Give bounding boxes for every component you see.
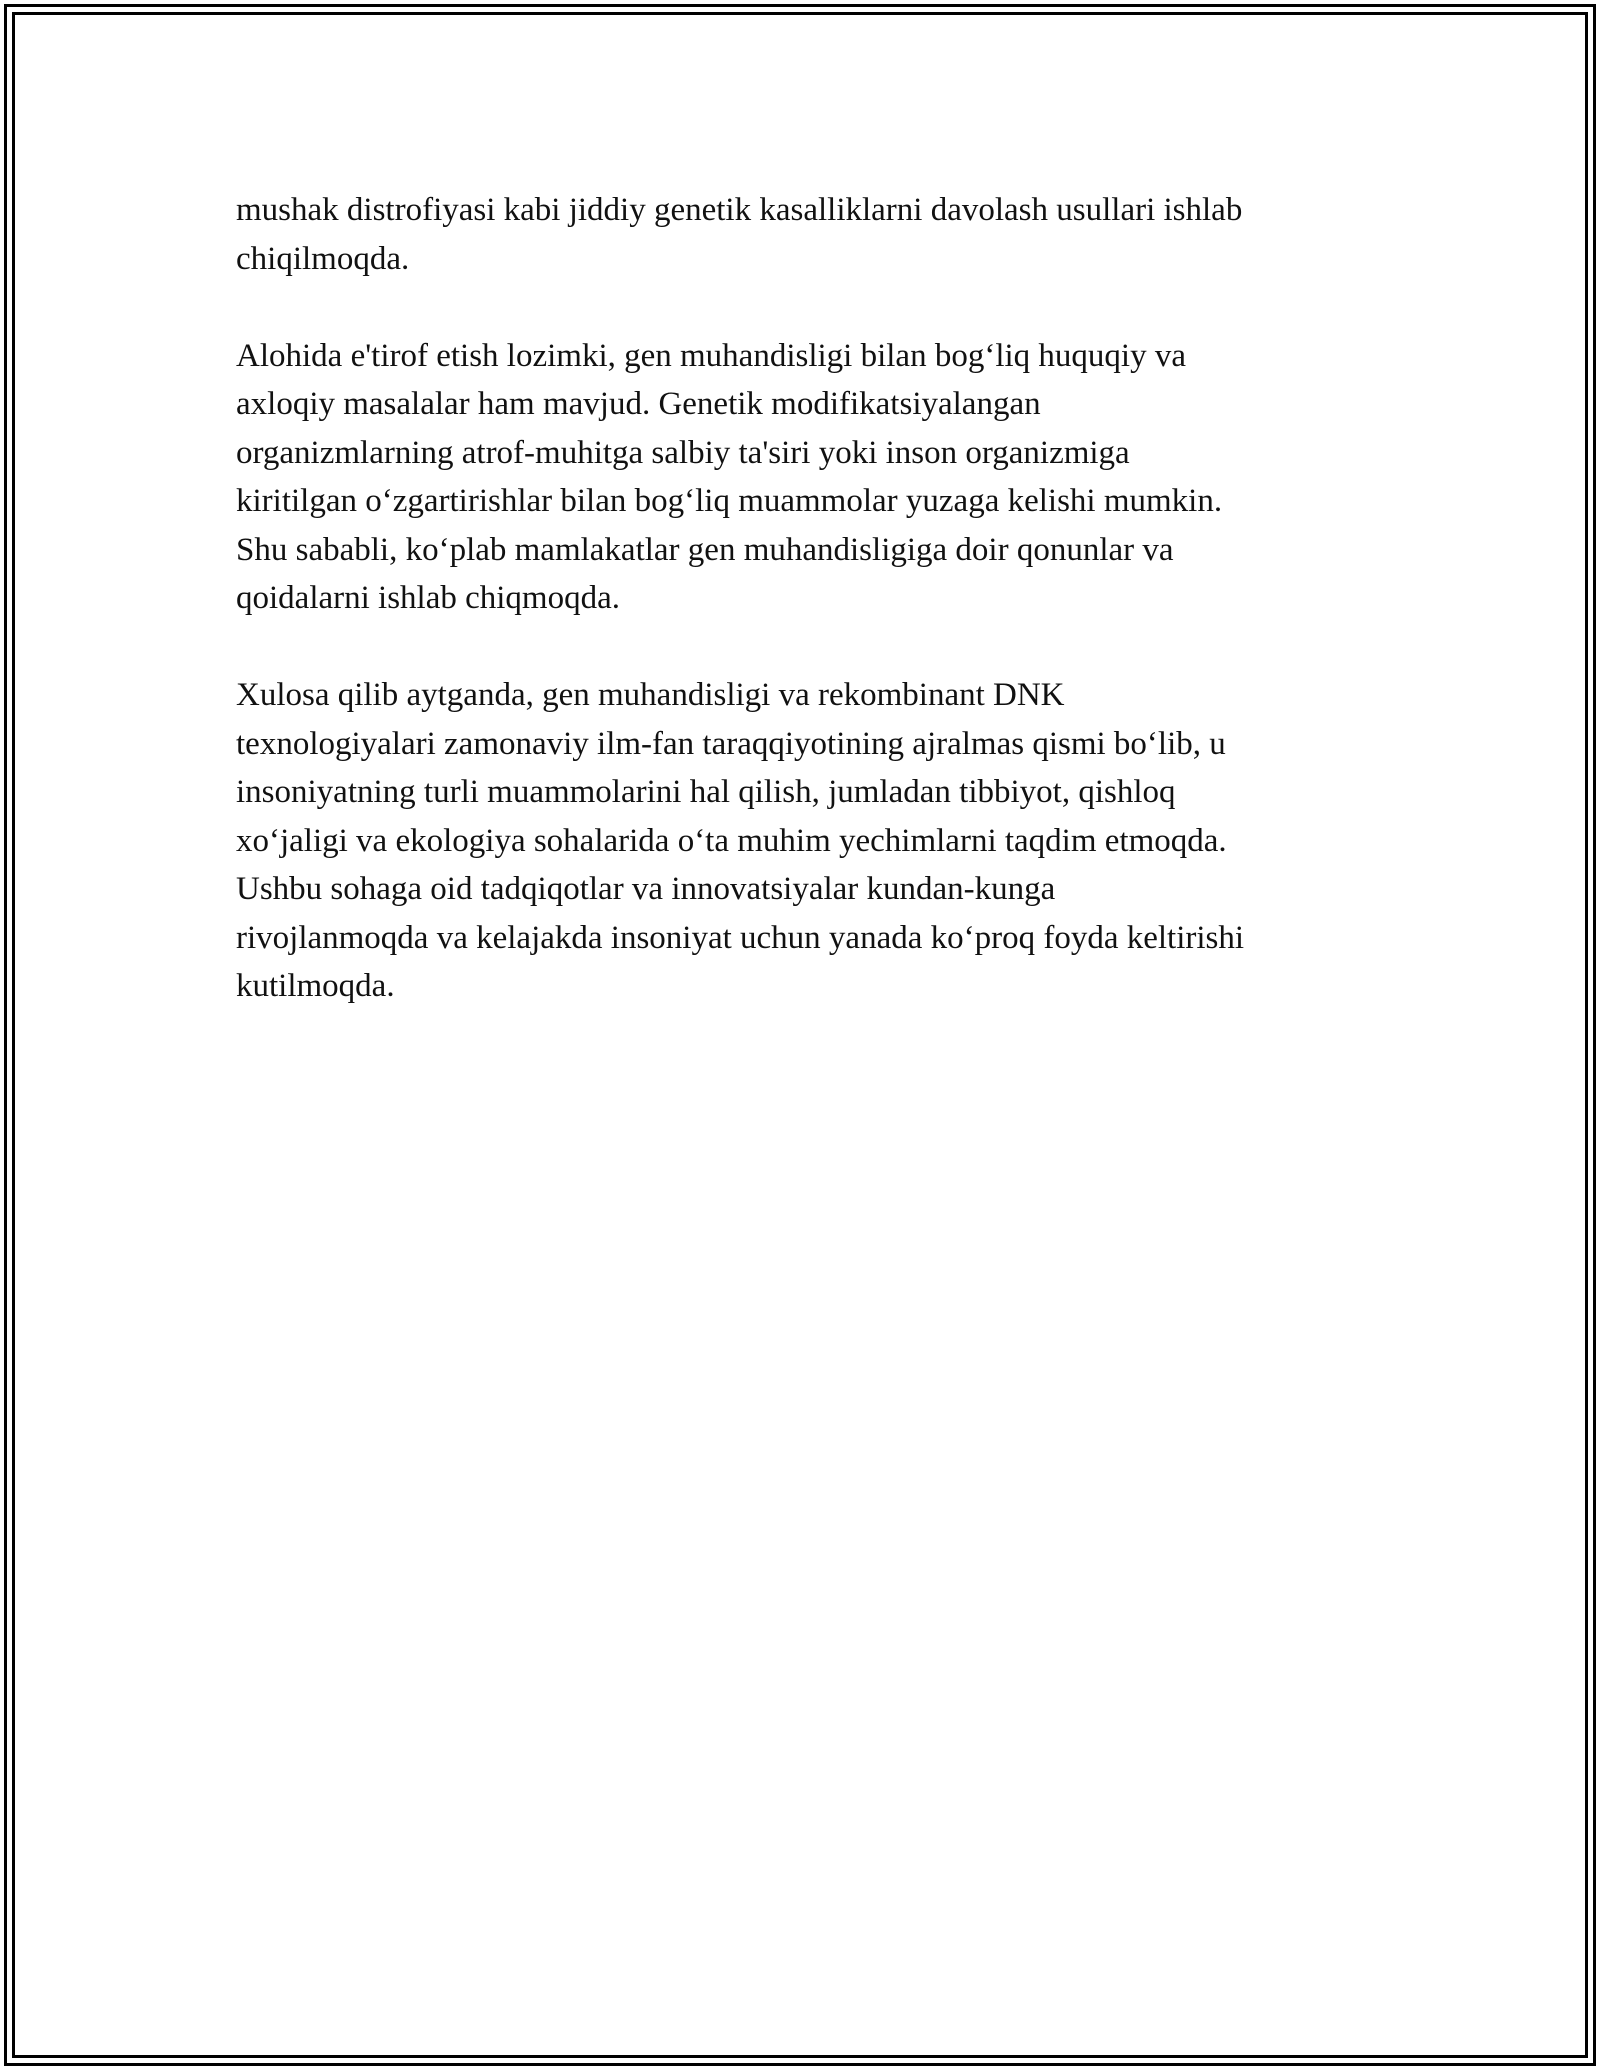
paragraph-1: mushak distrofiyasi kabi jiddiy genetik kasalliklarni davolash usullari ishlab chiqilmoqda. [236, 192, 1243, 277]
paragraph-2: Alohida e'tirof etish lozimki, gen muhandisligi bilan bog‘liq huquqiy va axloqiy masalalar ham mavjud. Genetik modifikatsiyalangan organizmlarning atrof-muhitga salbiy ta'siri yoki inson organizmiga kiritilgan o‘zgartirishlar bilan bog‘liq muammolar yuzaga kelishi mumkin. Shu sababli, ko‘plab mamlakatlar gen muhandisligiga doir qonunlar va qoidalarni ishlab chiqmoqda. [236, 337, 1223, 616]
paragraph-3: Xulosa qilib aytganda, gen muhandisligi va rekombinant DNK texnologiyalari zamonaviy ilm-fan taraqqiyotining ajralmas qismi bo‘lib, u insoniyatning turli muammolarini hal qilish, jumladan tibbiyot, qishloq xo‘jaligi va ekologiya sohalarida o‘ta muhim yechimlarni taqdim etmoqda. Ushbu sohaga oid tadqiqotlar va innovatsiyalar kundan-kunga rivojlanmoqda va kelajakda insoniyat uchun yanada ko‘proq foyda keltirishi kutilmoqda. [236, 677, 1245, 1004]
document-body [236, 186, 1376, 1059]
